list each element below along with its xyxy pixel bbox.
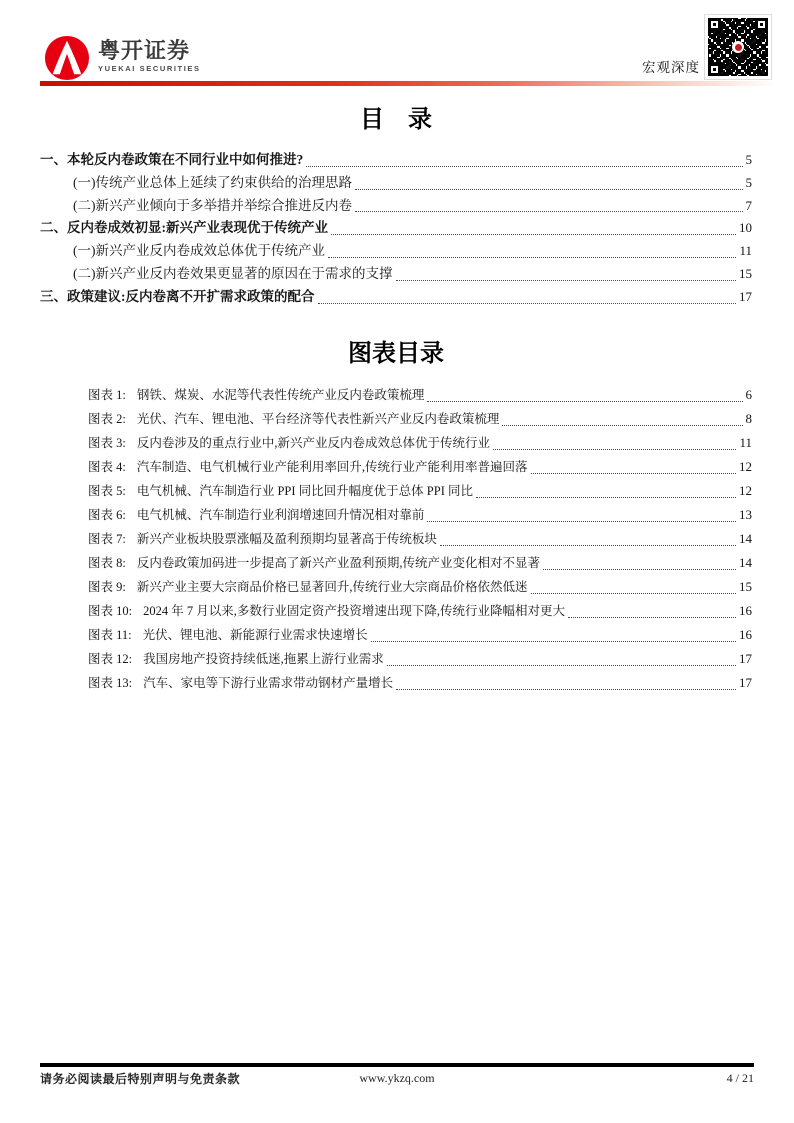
figure-entry[interactable] xyxy=(40,431,752,455)
footer xyxy=(40,1070,754,1090)
figure-entry[interactable] xyxy=(40,647,752,671)
dot-leader xyxy=(331,234,736,235)
footer-website-link[interactable]: www.ykzq.com xyxy=(359,1071,435,1085)
figure-entry-page: 8 xyxy=(745,410,752,426)
figure-toc-title: 图表目录 xyxy=(348,340,444,367)
figure-entry-number: 图表 9: xyxy=(88,579,126,594)
toc-entry[interactable] xyxy=(40,172,752,195)
figure-entry-page: 14 xyxy=(739,554,752,570)
figure-toc-list xyxy=(40,383,752,695)
figure-entry[interactable] xyxy=(40,551,752,575)
figure-entry-number: 图表 5: xyxy=(88,483,126,498)
figure-entry-title: 我国房地产投资持续低迷,拖累上游行业需求 xyxy=(143,651,384,666)
toc-entry-page: 17 xyxy=(739,288,752,304)
figure-entry-number: 图表 12: xyxy=(88,651,133,666)
figure-entry-title: 汽车、家电等下游行业需求带动钢材产量增长 xyxy=(143,675,394,690)
figure-entry[interactable] xyxy=(40,383,752,407)
footer-divider xyxy=(40,1063,754,1067)
page-content xyxy=(40,0,752,695)
figure-entry-page: 6 xyxy=(745,386,752,402)
figure-entry[interactable] xyxy=(40,575,752,599)
dot-leader xyxy=(306,166,742,167)
figure-entry-number: 图表 1: xyxy=(88,387,126,402)
dot-leader xyxy=(396,280,737,281)
figure-entry-number: 图表 7: xyxy=(88,531,126,546)
figure-entry-page: 11 xyxy=(739,434,752,450)
toc-entry-label: (二)新兴产业反内卷效果更显著的原因在于需求的支撑 xyxy=(73,265,393,281)
figure-entry-page: 13 xyxy=(739,506,752,522)
dot-leader xyxy=(502,425,742,426)
dot-leader xyxy=(371,641,736,642)
report-category-label: 宏观深度 xyxy=(642,60,700,75)
toc-entry[interactable] xyxy=(40,240,752,263)
figure-entry[interactable] xyxy=(40,527,752,551)
toc-entry-page: 5 xyxy=(745,152,752,167)
dot-leader xyxy=(476,497,736,498)
dot-leader xyxy=(543,569,736,570)
toc-entry-page: 10 xyxy=(739,220,752,236)
toc-entry-label: 一、本轮反内卷政策在不同行业中如何推进? xyxy=(40,152,304,167)
figure-entry-title: 反内卷政策加码进一步提高了新兴产业盈利预期,传统产业变化相对不显著 xyxy=(136,555,540,570)
figure-entry-number: 图表 4: xyxy=(88,459,126,474)
toc-list xyxy=(40,149,752,309)
dot-leader xyxy=(318,303,737,304)
dot-leader xyxy=(427,401,742,402)
dot-leader xyxy=(396,689,736,690)
figure-entry-number: 图表 6: xyxy=(88,507,126,522)
figure-entry-title: 新兴产业板块股票涨幅及盈利预期均显著高于传统板块 xyxy=(136,531,437,546)
figure-entry[interactable] xyxy=(40,599,752,623)
figure-entry-title: 光伏、锂电池、新能源行业需求快速增长 xyxy=(142,627,368,642)
figure-entry-number: 图表 11: xyxy=(88,627,132,642)
footer-page-number: 4 / 21 xyxy=(726,1071,754,1085)
figure-entry-number: 图表 3: xyxy=(88,435,126,450)
brand-name-en: YUEKAI SECURITIES xyxy=(98,64,201,73)
figure-entry-title: 电气机械、汽车制造行业 PPI 同比回升幅度优于总体 PPI 同比 xyxy=(136,483,473,498)
dot-leader xyxy=(531,593,737,594)
dot-leader xyxy=(427,521,736,522)
dot-leader xyxy=(387,665,736,666)
figure-entry-title: 汽车制造、电气机械行业产能利用率回升,传统行业产能利用率普遍回落 xyxy=(136,459,528,474)
figure-entry-number: 图表 13: xyxy=(88,675,133,690)
figure-entry-title: 2024 年 7 月以来,多数行业固定资产投资增速出现下降,传统行业降幅相对更大 xyxy=(143,603,565,618)
dot-leader xyxy=(568,617,736,618)
figure-entry-title: 新兴产业主要大宗商品价格已显著回升,传统行业大宗商品价格依然低迷 xyxy=(136,579,528,594)
figure-entry-title: 反内卷涉及的重点行业中,新兴产业反内卷成效总体优于传统行业 xyxy=(136,435,490,450)
figure-entry[interactable] xyxy=(40,407,752,431)
toc-entry-label: (二)新兴产业倾向于多举措并举综合推进反内卷 xyxy=(73,197,352,213)
figure-entry-title: 电气机械、汽车制造行业利润增速回升情况相对靠前 xyxy=(136,507,425,522)
figure-entry-page: 16 xyxy=(739,602,752,618)
dot-leader xyxy=(355,189,743,190)
toc-entry[interactable] xyxy=(40,217,752,240)
figure-entry[interactable] xyxy=(40,479,752,503)
toc-entry-page: 11 xyxy=(739,243,752,259)
dot-leader xyxy=(440,545,736,546)
toc-entry-page: 7 xyxy=(745,197,752,213)
toc-entry[interactable] xyxy=(40,149,752,172)
dot-leader xyxy=(328,257,736,258)
figure-entry-page: 17 xyxy=(739,674,752,690)
figure-entry-number: 图表 10: xyxy=(88,603,133,618)
dot-leader xyxy=(493,449,736,450)
figure-entry-page: 15 xyxy=(739,578,752,594)
figure-entry[interactable] xyxy=(40,503,752,527)
brand-name-cn: 粤开证券 xyxy=(98,38,191,63)
toc-entry-label: (一)传统产业总体上延续了约束供给的治理思路 xyxy=(73,174,352,190)
figure-entry-title: 光伏、汽车、锂电池、平台经济等代表性新兴产业反内卷政策梳理 xyxy=(136,411,500,426)
toc-entry[interactable] xyxy=(40,286,752,309)
toc-entry-page: 15 xyxy=(739,265,752,281)
figure-entry-page: 17 xyxy=(739,650,752,666)
figure-entry-number: 图表 8: xyxy=(88,555,126,570)
figure-entry-page: 16 xyxy=(739,626,752,642)
dot-leader xyxy=(355,211,743,212)
figure-entry-page: 12 xyxy=(739,482,752,498)
figure-entry[interactable] xyxy=(40,671,752,695)
toc-entry-page: 5 xyxy=(745,174,752,190)
toc-entry-label: (一)新兴产业反内卷成效总体优于传统产业 xyxy=(73,243,325,259)
dot-leader xyxy=(531,473,737,474)
figure-entry-title: 钢铁、煤炭、水泥等代表性传统产业反内卷政策梳理 xyxy=(136,387,425,402)
qr-finder-icon xyxy=(755,18,768,31)
toc-entry-label: 三、政策建议:反内卷离不开扩需求政策的配合 xyxy=(40,288,315,304)
figure-entry[interactable] xyxy=(40,623,752,647)
toc-entry[interactable] xyxy=(40,263,752,286)
figure-entry[interactable] xyxy=(40,455,752,479)
toc-title: 目 录 xyxy=(360,107,432,133)
figure-entry-number: 图表 2: xyxy=(88,411,126,426)
figure-entry-page: 12 xyxy=(739,458,752,474)
figure-entry-page: 14 xyxy=(739,530,752,546)
toc-entry-label: 二、反内卷成效初显:新兴产业表现优于传统产业 xyxy=(40,220,328,236)
footer-disclaimer: 请务必阅读最后特别声明与免责条款 xyxy=(40,1072,241,1086)
toc-entry[interactable] xyxy=(40,195,752,218)
